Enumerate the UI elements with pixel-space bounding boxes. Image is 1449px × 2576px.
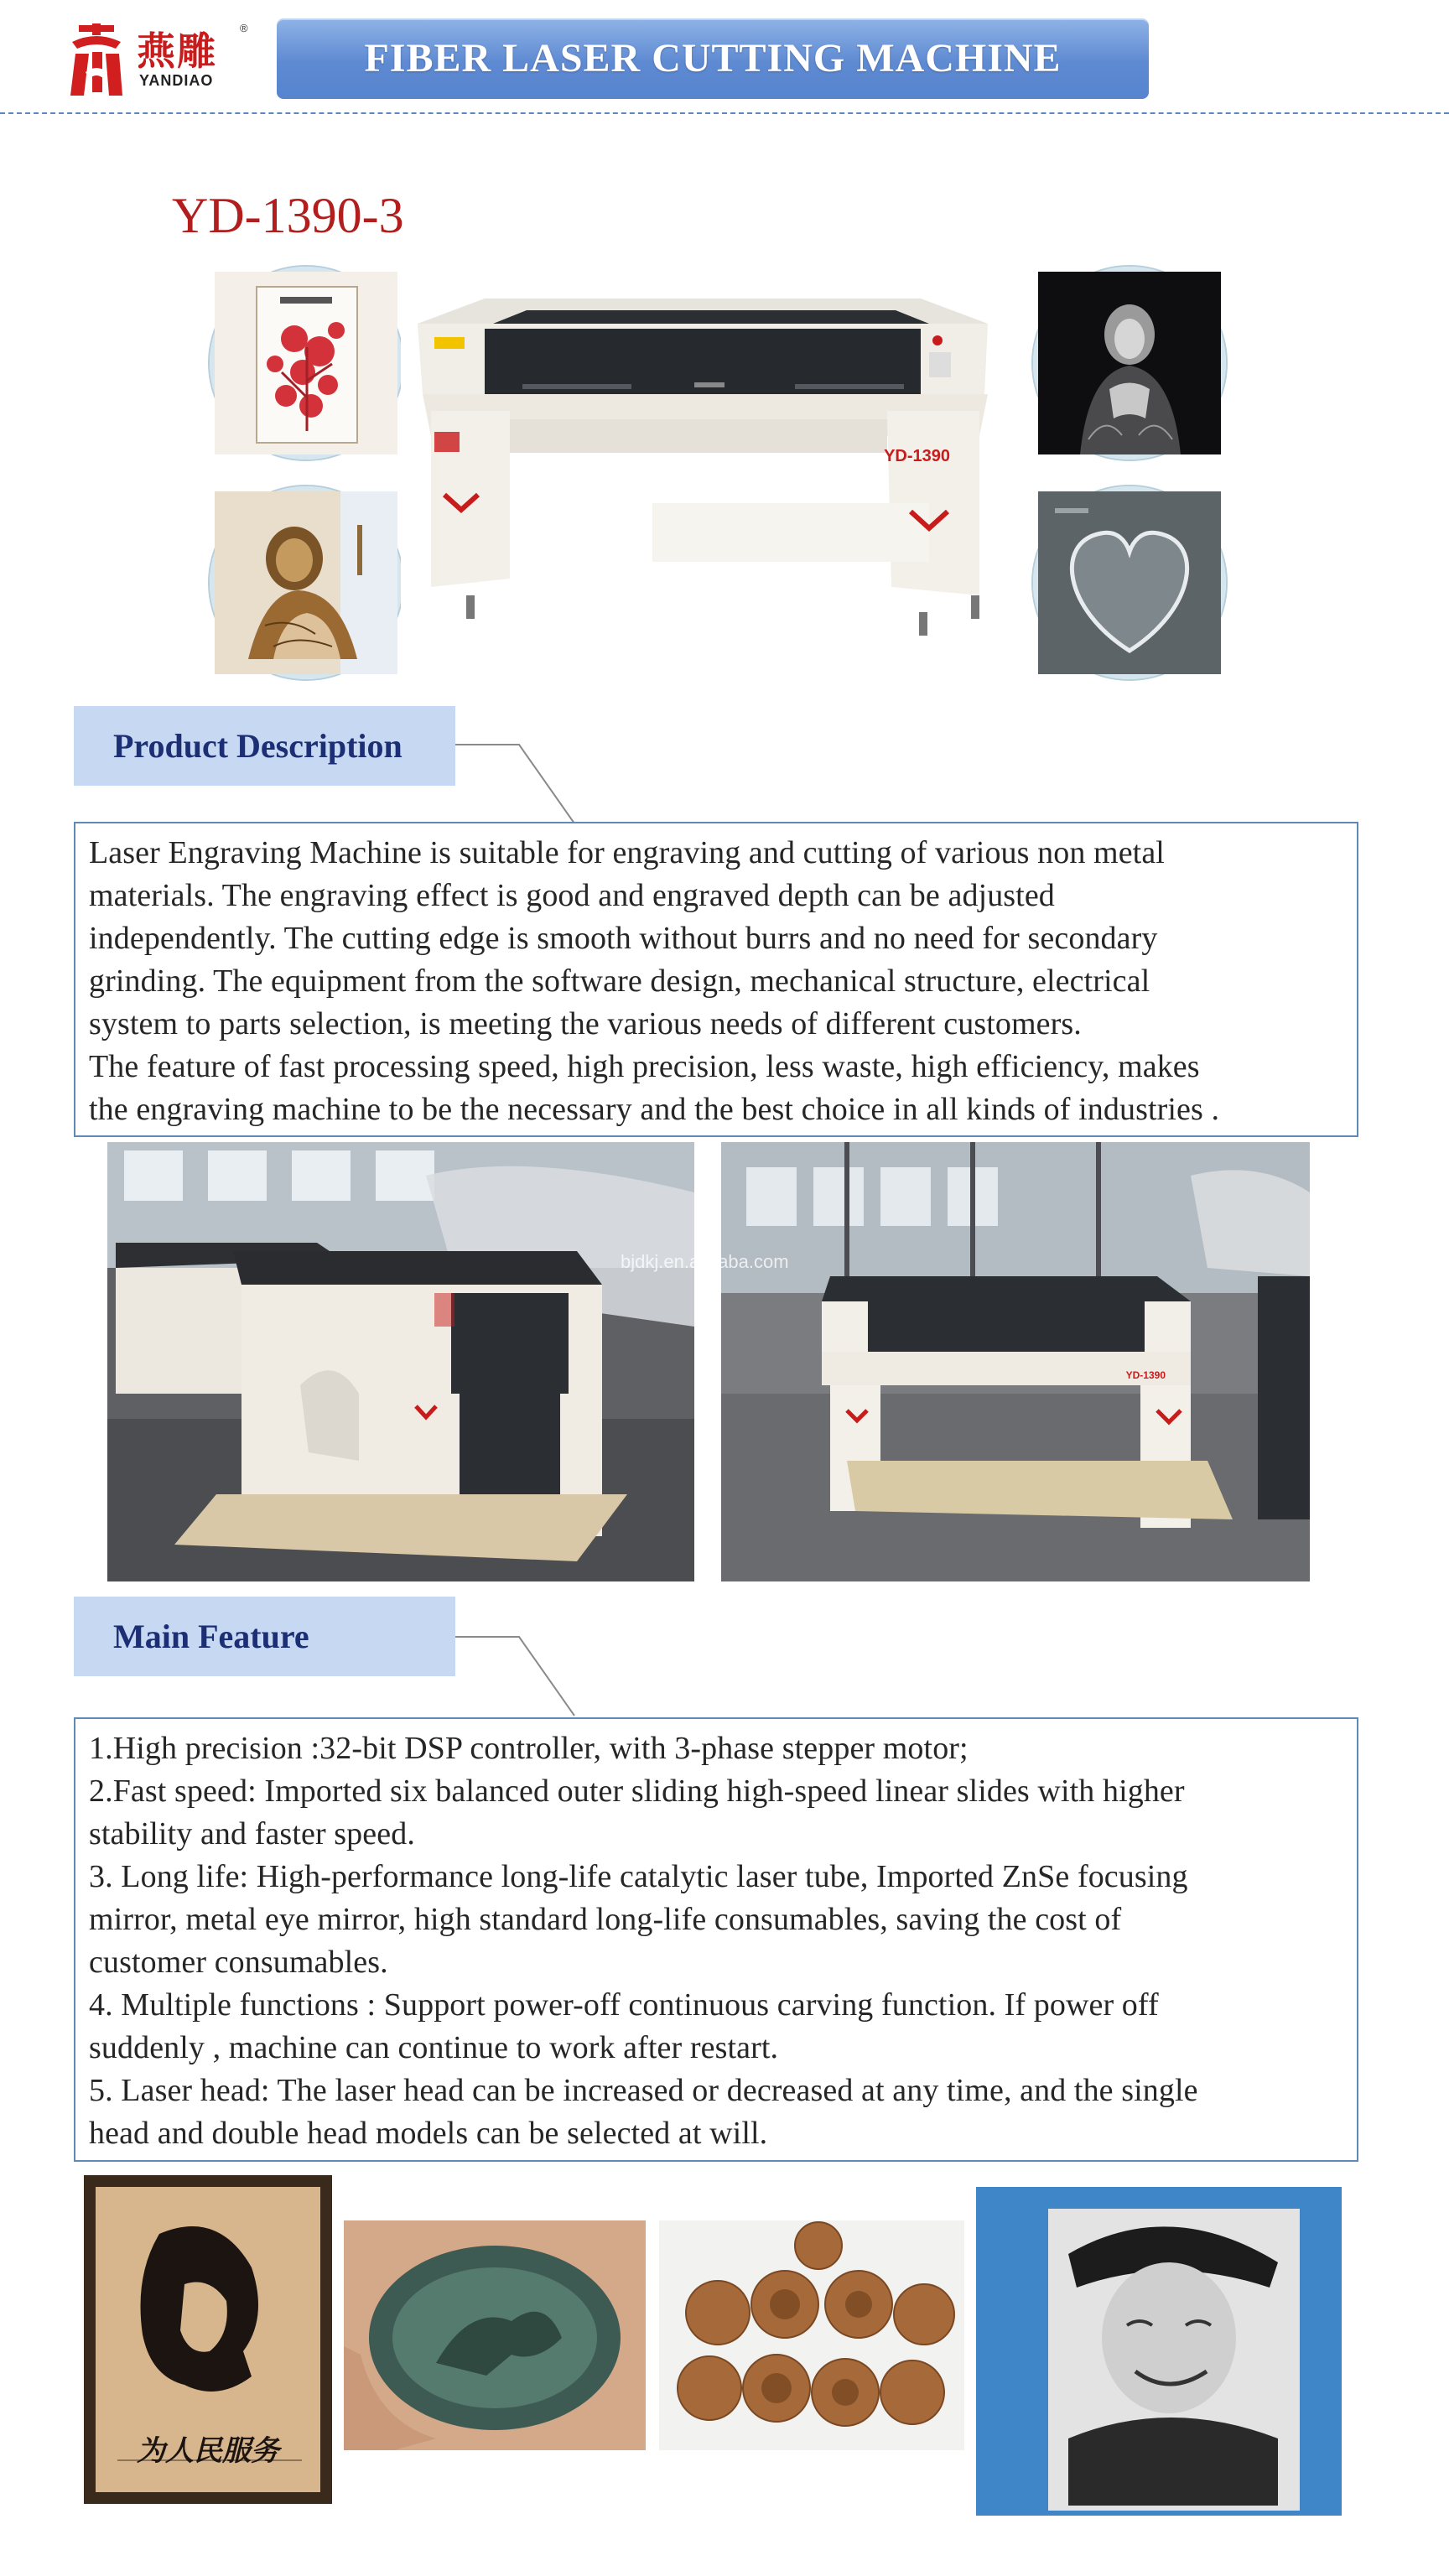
factory-photo-left: [107, 1142, 694, 1581]
desc-line: Laser Engraving Machine is suitable for engraving and cutting of various non metal: [89, 835, 1165, 870]
desc-line: grinding. The equipment from the software design, mechanical structure, electrical: [89, 963, 1150, 999]
feature-line: head and double head models can be selected at will.: [89, 2116, 768, 2151]
product-description-heading: Product Description: [113, 727, 402, 765]
machine-label-small: YD-1390: [1125, 1369, 1166, 1381]
sample-stone-portrait-photo: [976, 2187, 1342, 2516]
feature-line: stability and faster speed.: [89, 1816, 415, 1852]
desc-line: system to parts selection, is meeting the various needs of different customers.: [89, 1006, 1082, 1041]
factory-photo-right: [621, 1142, 1310, 1581]
sample-wood-portrait-circle: [210, 486, 402, 679]
feature-line: 1.High precision :32-bit DSP controller, with 3-phase stepper motor;: [89, 1731, 969, 1766]
flower-paper-image: [215, 272, 397, 454]
callout-connector: [455, 743, 581, 827]
desc-line: The feature of fast processing speed, high precision, less waste, high efficiency, makes: [89, 1049, 1200, 1084]
sample-metal-heart-circle: [1033, 486, 1226, 679]
page-title: FIBER LASER CUTTING MACHINE: [364, 36, 1062, 80]
wood-portrait-image: [215, 491, 397, 674]
watermark-text: bjdkj.en.alibaba.com: [621, 1251, 789, 1272]
feature-line: customer consumables.: [89, 1945, 388, 1980]
feature-line: suddenly , machine can continue to work after restart.: [89, 2030, 779, 2065]
sample-flower-paper-circle: [210, 267, 402, 460]
callout-connector: [455, 1635, 581, 1719]
feature-line: 4. Multiple functions : Support power-off continuous carving function. If power off: [89, 1987, 1159, 2023]
model-number: YD-1390-3: [172, 188, 404, 243]
feature-line: 5. Laser head: The laser head can be increased or decreased at any time, and the single: [89, 2073, 1198, 2108]
main-feature-box: [74, 1717, 1358, 2162]
desc-line: independently. The cutting edge is smooth without burrs and no need for secondary: [89, 921, 1158, 956]
metal-heart-image: [1038, 491, 1221, 674]
feature-line: 2.Fast speed: Imported six balanced outer sliding high-speed linear slides with higher: [89, 1774, 1185, 1809]
machine-product-image: [401, 285, 1031, 662]
portrait-caption: 为人民服务: [137, 2434, 279, 2468]
yandiao-logo-icon: [67, 23, 126, 97]
feature-line: mirror, metal eye mirror, high standard long-life consumables, saving the cost of: [89, 1902, 1122, 1937]
feature-line: 3. Long life: High-performance long-life catalytic laser tube, Imported ZnSe focusing: [89, 1859, 1188, 1894]
sample-wood-portrait-photo: [84, 2175, 332, 2504]
desc-line: materials. The engraving effect is good and engraved depth can be adjusted: [89, 878, 1055, 913]
registered-mark: ®: [240, 22, 248, 34]
product-description-box: [74, 822, 1358, 1137]
main-feature-heading: Main Feature: [113, 1618, 309, 1655]
brand-name-en: YANDIAO: [139, 72, 214, 89]
sample-walnut-carving-photo: [659, 2220, 964, 2450]
glass-engraving-image: [1038, 272, 1221, 454]
sample-jade-carving-photo: [344, 2220, 646, 2450]
desc-line: the engraving machine to be the necessary and the best choice in all kinds of industries .: [89, 1092, 1220, 1127]
machine-label: YD-1390: [884, 447, 950, 465]
sample-glass-jesus-circle: [1033, 267, 1226, 460]
header-divider: [0, 112, 1449, 114]
brand-name-cn: 燕雕: [137, 29, 217, 74]
